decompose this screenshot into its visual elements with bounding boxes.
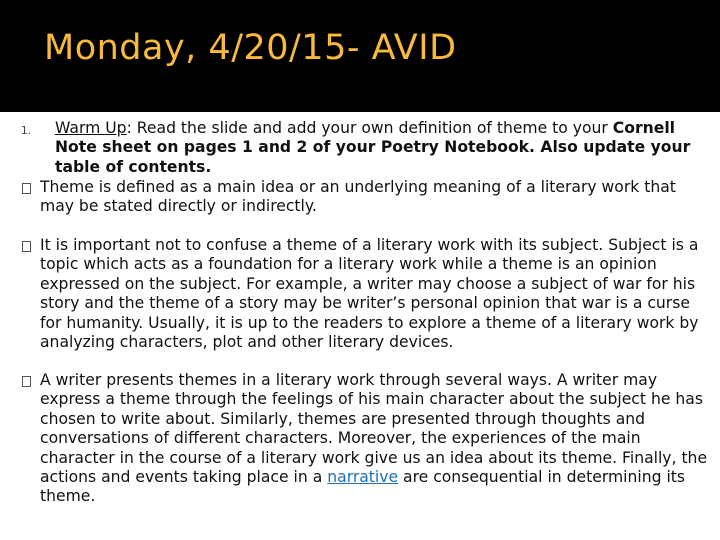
bullet-text: Theme is defined as a main idea or an underlying meaning of a literary work that may be stated directly or indirectly. xyxy=(40,178,676,216)
bullet-text: It is important not to confuse a theme of a literary work with its subject. Subject is a topic which acts as a foundation for a literary work while a theme is an opinion expressed on the subject. For example, a writer may choose a subject of war for his story and the theme of a story may be writer’s personal opinion that war is a curse for humanity. Usually, it is up to the readers to explore a theme of a literary work by analyzing characters, plot and other literary devices. xyxy=(40,236,699,352)
bullet-item-3 xyxy=(40,371,712,507)
warmup-text-2: Also update your table of contents. xyxy=(55,138,691,176)
list-number: 1. xyxy=(21,125,32,137)
bullet-text-before: A writer presents themes in a literary work through several ways. A writer may express a theme through the feelings of his main character about the subject he has chosen to write about. Similarly, themes are presented through thoughts and conversations of different characters. Moreover, the experiences of the main character in the course of a literary work give us an idea about its theme. Finally, the actions and events taking place in a xyxy=(40,371,708,487)
warmup-colon: : xyxy=(126,119,137,137)
bullet-box-icon xyxy=(22,241,31,252)
warmup-item xyxy=(21,119,705,177)
bullet-item-2 xyxy=(40,236,712,352)
warmup-bold-text: Cornell Note sheet on pages 1 and 2 of your Poetry Notebook. xyxy=(55,119,676,157)
warmup-label: Warm Up xyxy=(55,119,127,137)
narrative-link[interactable]: narrative xyxy=(327,468,399,487)
slide-title: Monday, 4/20/15- AVID xyxy=(44,28,457,68)
bullet-box-icon xyxy=(22,183,31,194)
bullet-box-icon xyxy=(22,376,31,387)
warmup-text-1: Read the slide and add your own definition of theme to your xyxy=(136,119,613,137)
bullet-item-1 xyxy=(40,178,712,217)
bullet-text-after: are consequential in determining its theme. xyxy=(40,468,686,506)
